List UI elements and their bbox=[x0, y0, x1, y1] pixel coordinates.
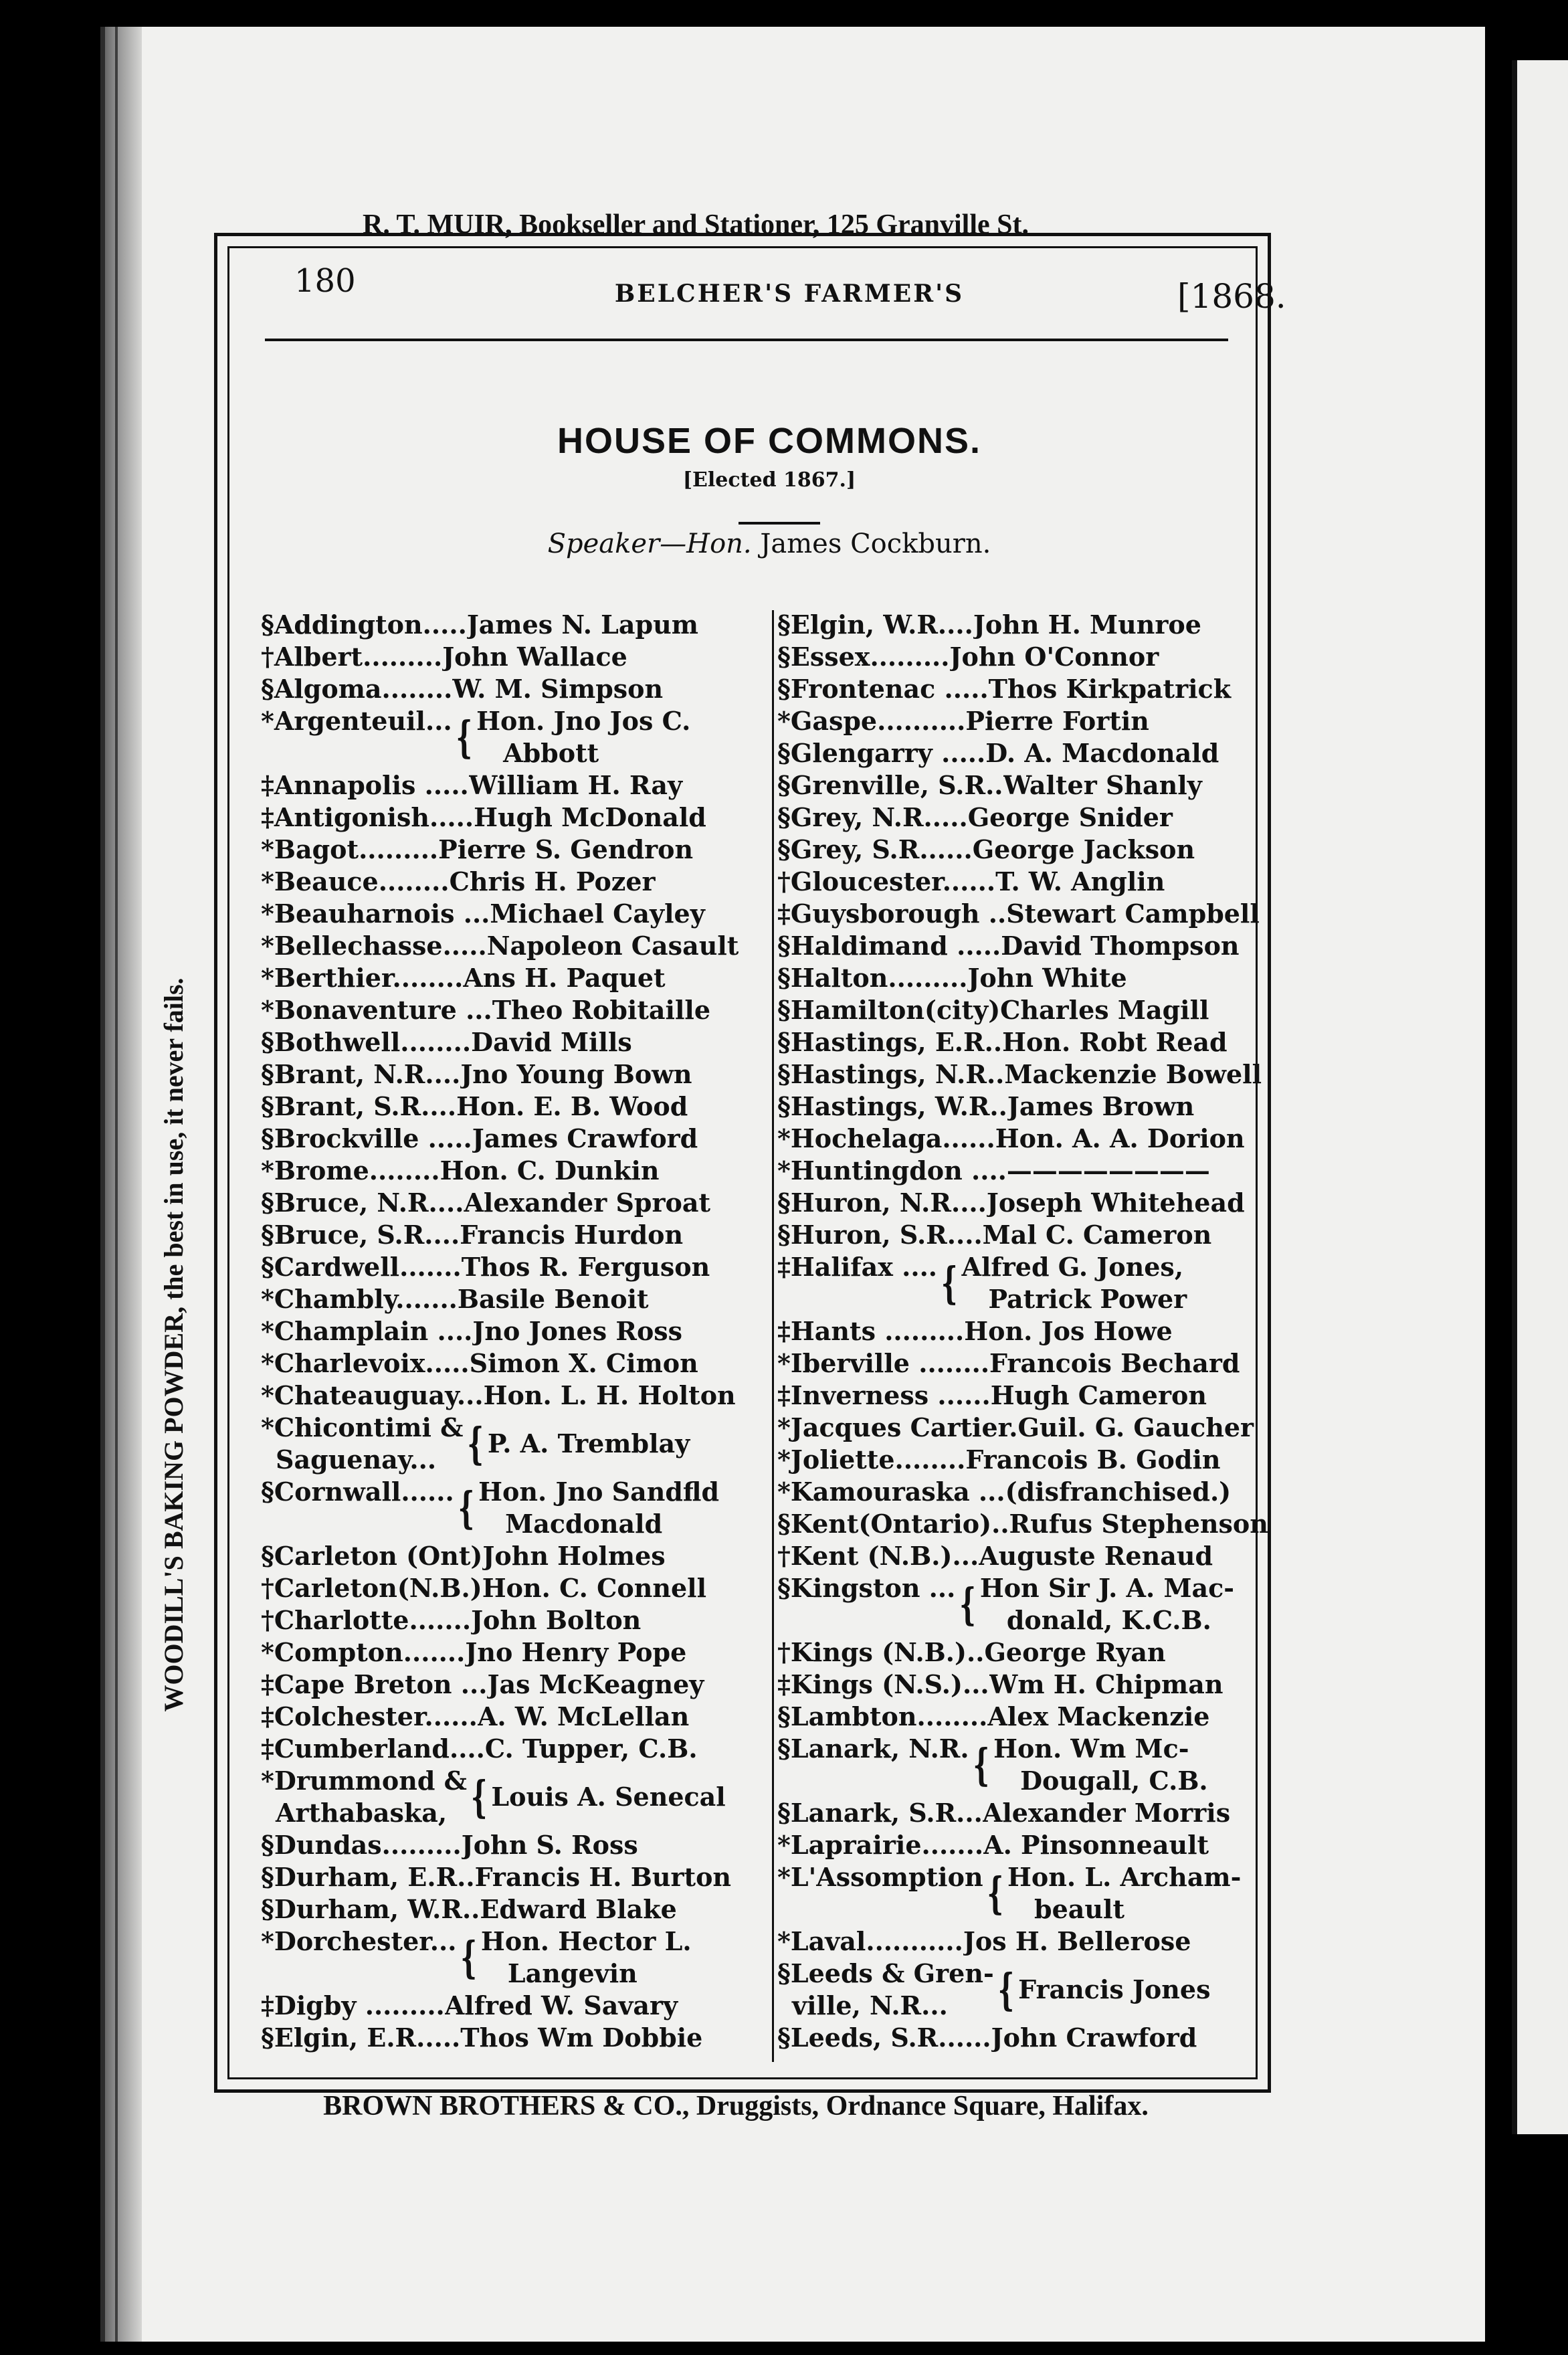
riding-name: *Drummond & Arthabaska, bbox=[261, 1766, 467, 1828]
member-name: ———————— bbox=[1006, 1155, 1210, 1186]
member-row bbox=[261, 1380, 769, 1412]
member-row bbox=[261, 1669, 769, 1701]
right-member-column bbox=[777, 609, 1286, 2054]
riding-name: *Chambly....... bbox=[261, 1284, 458, 1314]
member-name: Simon X. Cimon bbox=[469, 1348, 698, 1378]
member-name: D. A. Macdonald bbox=[985, 738, 1219, 768]
member-name: Hon. Wm Mc- Dougall, C.B. bbox=[993, 1733, 1208, 1796]
member-row bbox=[261, 705, 769, 769]
member-row bbox=[777, 609, 1286, 641]
member-row bbox=[777, 930, 1286, 962]
riding-name: ‡Colchester...... bbox=[261, 1701, 478, 1731]
elected-note: [Elected 1867.] bbox=[682, 468, 856, 492]
running-title: BELCHER'S FARMER'S bbox=[614, 280, 965, 308]
member-name: Francois B. Godin bbox=[965, 1444, 1221, 1475]
brace-mark: { bbox=[467, 1417, 484, 1469]
riding-name: †Gloucester...... bbox=[777, 866, 996, 897]
member-row bbox=[777, 1733, 1286, 1797]
member-name: Walter Shanly bbox=[1003, 770, 1202, 800]
riding-name: §Addington..... bbox=[261, 609, 467, 640]
member-name: Michael Cayley bbox=[490, 899, 705, 929]
brace-mark: { bbox=[997, 1963, 1015, 2015]
riding-name: †Kent (N.B.)... bbox=[777, 1541, 979, 1571]
member-name: A. W. McLellan bbox=[477, 1701, 690, 1731]
member-row bbox=[777, 1347, 1286, 1380]
member-row bbox=[261, 1861, 769, 1893]
member-row bbox=[777, 1797, 1286, 1829]
member-name: Hon. E. B. Wood bbox=[456, 1091, 688, 1121]
member-name: Stewart Campbell bbox=[1006, 899, 1260, 929]
member-name: Joseph Whitehead bbox=[986, 1188, 1245, 1218]
member-row bbox=[777, 1219, 1286, 1251]
member-name: Thos Wm Dobbie bbox=[460, 2022, 703, 2053]
member-name: David Mills bbox=[471, 1027, 632, 1057]
riding-name: §Grey, S.R...... bbox=[777, 834, 973, 864]
riding-name: *Bagot......... bbox=[261, 834, 439, 864]
title-rule bbox=[739, 522, 820, 525]
member-name: George Ryan bbox=[984, 1637, 1166, 1667]
member-row bbox=[777, 1508, 1286, 1540]
riding-name: *Huntingdon .... bbox=[777, 1155, 1007, 1186]
member-row bbox=[777, 1861, 1286, 1925]
brace-mark: { bbox=[941, 1256, 958, 1309]
member-row bbox=[777, 1412, 1286, 1444]
member-row bbox=[261, 673, 769, 705]
member-name: George Jackson bbox=[972, 834, 1195, 864]
riding-name: †Kings (N.B.).. bbox=[777, 1637, 985, 1667]
member-row bbox=[777, 1829, 1286, 1861]
riding-name: §Kingston ... bbox=[777, 1573, 956, 1603]
riding-name: ‡Cumberland.... bbox=[261, 1733, 485, 1764]
riding-name: *Hochelaga...... bbox=[777, 1123, 995, 1153]
member-row bbox=[261, 1636, 769, 1669]
member-name: A. Pinsonneault bbox=[983, 1830, 1209, 1860]
member-name: Charles Magill bbox=[1000, 995, 1209, 1025]
riding-name: §Durham, W.R.. bbox=[261, 1894, 480, 1924]
riding-name: ‡Inverness ...... bbox=[777, 1380, 991, 1410]
riding-name: ‡Halifax .... bbox=[777, 1252, 938, 1282]
member-row bbox=[777, 1958, 1286, 2022]
member-row bbox=[261, 1925, 769, 1990]
riding-name: §Bothwell........ bbox=[261, 1027, 472, 1057]
member-row bbox=[777, 962, 1286, 994]
top-advertisement: R. T. MUIR, Bookseller and Stationer, 125 Granville St. bbox=[362, 209, 1029, 240]
member-name: John Holmes bbox=[482, 1541, 666, 1571]
riding-name: *Compton....... bbox=[261, 1637, 466, 1667]
member-name: John Bolton bbox=[471, 1605, 642, 1635]
member-row bbox=[261, 1604, 769, 1636]
riding-name: ‡Digby ......... bbox=[261, 1990, 445, 2020]
member-row bbox=[777, 1572, 1286, 1636]
riding-name: §Hastings, W.R.. bbox=[777, 1091, 1007, 1121]
riding-name: *Chicontimi & Saguenay... bbox=[261, 1412, 464, 1475]
member-name: Hon. C. Dunkin bbox=[439, 1155, 660, 1186]
member-row bbox=[777, 1701, 1286, 1733]
member-row bbox=[261, 1251, 769, 1283]
column-divider bbox=[772, 610, 774, 2062]
riding-name: §Grenville, S.R.. bbox=[777, 770, 1003, 800]
riding-name: *Chateauguay... bbox=[261, 1380, 484, 1410]
member-name: John S. Ross bbox=[461, 1830, 638, 1860]
member-name: (disfranchised.) bbox=[1005, 1477, 1232, 1507]
member-row bbox=[777, 866, 1286, 898]
riding-name: §Cardwell....... bbox=[261, 1252, 462, 1282]
riding-name: §Huron, N.R.... bbox=[777, 1188, 987, 1218]
speaker-line bbox=[468, 529, 1070, 559]
member-name: Chris H. Pozer bbox=[449, 866, 656, 897]
riding-name: ‡Hants ......... bbox=[777, 1316, 965, 1346]
riding-name: §Brant, S.R.... bbox=[261, 1091, 457, 1121]
member-name: John Crawford bbox=[991, 2022, 1197, 2053]
riding-name: §Cornwall...... bbox=[261, 1477, 454, 1507]
riding-name: §Brant, N.R.... bbox=[261, 1059, 461, 1089]
member-row bbox=[777, 1251, 1286, 1315]
member-row bbox=[261, 866, 769, 898]
member-row bbox=[261, 1990, 769, 2022]
brace-mark: { bbox=[460, 1931, 477, 1983]
member-name: Hon. Jno Jos C. Abbott bbox=[476, 706, 691, 768]
member-name: Jno Young Bown bbox=[460, 1059, 692, 1089]
riding-name: *Champlain .... bbox=[261, 1316, 473, 1346]
member-row bbox=[777, 737, 1286, 769]
member-row bbox=[261, 641, 769, 673]
member-row bbox=[261, 1347, 769, 1380]
member-name: Thos Kirkpatrick bbox=[988, 674, 1232, 704]
riding-name: §Lanark, N.R. bbox=[777, 1733, 969, 1764]
member-row bbox=[261, 1058, 769, 1091]
member-row bbox=[261, 769, 769, 802]
riding-name: §Frontenac ..... bbox=[777, 674, 989, 704]
member-row bbox=[777, 1187, 1286, 1219]
member-name: Francis Jones bbox=[1018, 1974, 1211, 2004]
riding-name: §Bruce, N.R.... bbox=[261, 1188, 464, 1218]
member-name: Jno Henry Pope bbox=[465, 1637, 687, 1667]
bottom-advertisement: BROWN BROTHERS & CO., Druggists, Ordnance Square, Halifax. bbox=[323, 2091, 1149, 2122]
riding-name: §Halton......... bbox=[777, 963, 968, 993]
member-row bbox=[261, 930, 769, 962]
riding-name: §Hamilton(city) bbox=[777, 995, 1001, 1025]
member-row bbox=[261, 1733, 769, 1765]
member-name: James Crawford bbox=[472, 1123, 698, 1153]
member-row bbox=[777, 641, 1286, 673]
left-member-column bbox=[261, 609, 769, 2054]
member-name: Alfred G. Jones, Patrick Power bbox=[961, 1252, 1187, 1314]
member-name: David Thompson bbox=[1001, 931, 1240, 961]
member-name: Hon. A. A. Dorion bbox=[995, 1123, 1245, 1153]
member-name: C. Tupper, C.B. bbox=[484, 1733, 698, 1764]
member-name: Mal C. Cameron bbox=[982, 1220, 1212, 1250]
riding-name: *Berthier........ bbox=[261, 963, 464, 993]
riding-name: §Lambton........ bbox=[777, 1701, 988, 1731]
member-name: P. A. Tremblay bbox=[487, 1428, 690, 1458]
member-row bbox=[777, 705, 1286, 737]
member-name: Francois Bechard bbox=[989, 1348, 1240, 1378]
riding-name: §Essex......... bbox=[777, 642, 950, 672]
member-name: Louis A. Senecal bbox=[491, 1782, 726, 1812]
riding-name: §Hastings, E.R.. bbox=[777, 1027, 1003, 1057]
member-row bbox=[261, 1187, 769, 1219]
member-name: Alfred W. Savary bbox=[444, 1990, 678, 2020]
member-name: John O'Connor bbox=[949, 642, 1159, 672]
member-name: Edward Blake bbox=[480, 1894, 677, 1924]
member-name: Jas McKeagney bbox=[487, 1669, 704, 1699]
member-row bbox=[261, 1701, 769, 1733]
riding-name: *Bellechasse..... bbox=[261, 931, 487, 961]
page-number: 180 bbox=[294, 262, 356, 300]
member-name: Jno Jones Ross bbox=[472, 1316, 683, 1346]
member-row bbox=[777, 1058, 1286, 1091]
riding-name: *Jacques Cartier. bbox=[777, 1412, 1018, 1442]
member-name: Hon. L. Archam- beault bbox=[1007, 1862, 1242, 1924]
page-edge bbox=[115, 27, 118, 2342]
member-row bbox=[261, 609, 769, 641]
member-name: Alex Mackenzie bbox=[987, 1701, 1210, 1731]
header-rule bbox=[265, 339, 1228, 341]
member-row bbox=[261, 1219, 769, 1251]
member-name: Hon. Hector L. Langevin bbox=[480, 1926, 692, 1988]
riding-name: *Bonaventure ... bbox=[261, 995, 492, 1025]
member-row bbox=[261, 802, 769, 834]
member-row bbox=[777, 802, 1286, 834]
page-stack-shadow bbox=[100, 27, 142, 2342]
riding-name: *Beauharnois ... bbox=[261, 899, 490, 929]
member-row bbox=[261, 1540, 769, 1572]
riding-name: §Glengarry ..... bbox=[777, 738, 986, 768]
brace-mark: { bbox=[456, 711, 473, 763]
riding-name: §Elgin, W.R.... bbox=[777, 609, 973, 640]
riding-name: *L'Assomption bbox=[777, 1862, 983, 1892]
member-name: Pierre Fortin bbox=[965, 706, 1149, 736]
member-row bbox=[777, 898, 1286, 930]
member-row bbox=[261, 962, 769, 994]
member-name: James Brown bbox=[1007, 1091, 1195, 1121]
brace-mark: { bbox=[458, 1481, 475, 1533]
member-name: Hon. Jos Howe bbox=[964, 1316, 1173, 1346]
member-row bbox=[777, 1315, 1286, 1347]
riding-name: §Haldimand ..... bbox=[777, 931, 1001, 961]
member-row bbox=[777, 834, 1286, 866]
member-name: John H. Munroe bbox=[973, 609, 1201, 640]
riding-name: §Lanark, S.R... bbox=[777, 1798, 983, 1828]
member-row bbox=[261, 1572, 769, 1604]
riding-name: †Carleton(N.B.) bbox=[261, 1573, 482, 1603]
member-row bbox=[261, 1315, 769, 1347]
member-name: W. M. Simpson bbox=[452, 674, 664, 704]
member-row bbox=[261, 1026, 769, 1058]
year-label: [1868. bbox=[1177, 277, 1286, 316]
riding-name: ‡Kings (N.S.)... bbox=[777, 1669, 989, 1699]
member-row bbox=[777, 1925, 1286, 1958]
member-name: Auguste Renaud bbox=[979, 1541, 1213, 1571]
riding-name: †Albert......... bbox=[261, 642, 443, 672]
member-name: Francis H. Burton bbox=[474, 1862, 732, 1892]
member-name: T. W. Anglin bbox=[995, 866, 1165, 897]
riding-name: *Brome........ bbox=[261, 1155, 440, 1186]
riding-name: §Durham, E.R.. bbox=[261, 1862, 475, 1892]
riding-name: *Laprairie....... bbox=[777, 1830, 984, 1860]
member-row bbox=[261, 2022, 769, 2054]
member-name: Hugh Cameron bbox=[990, 1380, 1207, 1410]
riding-name: §Grey, N.R..... bbox=[777, 802, 968, 832]
member-row bbox=[777, 1091, 1286, 1123]
member-row bbox=[777, 1636, 1286, 1669]
brace-mark: { bbox=[470, 1770, 488, 1822]
member-name: Wm H. Chipman bbox=[989, 1669, 1223, 1699]
riding-name: §Algoma........ bbox=[261, 674, 453, 704]
riding-name: §Leeds, S.R...... bbox=[777, 2022, 991, 2053]
member-row bbox=[777, 2022, 1286, 2054]
member-name: Jos H. Bellerose bbox=[963, 1926, 1191, 1956]
member-name: Ans H. Paquet bbox=[463, 963, 666, 993]
member-row bbox=[777, 673, 1286, 705]
speaker-name: James Cockburn. bbox=[760, 529, 991, 559]
member-row bbox=[261, 898, 769, 930]
section-title: HOUSE OF COMMONS. bbox=[557, 421, 981, 461]
riding-name: §Huron, S.R.... bbox=[777, 1220, 983, 1250]
member-name: Theo Robitaille bbox=[492, 995, 711, 1025]
riding-name: §Dundas......... bbox=[261, 1830, 462, 1860]
member-row bbox=[261, 1476, 769, 1540]
member-row bbox=[261, 1123, 769, 1155]
riding-name: §Hastings, N.R.. bbox=[777, 1059, 1005, 1089]
member-row bbox=[261, 1829, 769, 1861]
riding-name: §Bruce, S.R.... bbox=[261, 1220, 460, 1250]
riding-name: ‡Cape Breton ... bbox=[261, 1669, 488, 1699]
member-name: Hon. Robt Read bbox=[1002, 1027, 1228, 1057]
member-name: John White bbox=[967, 963, 1127, 993]
riding-name: *Charlevoix..... bbox=[261, 1348, 470, 1378]
riding-name: ‡Antigonish..... bbox=[261, 802, 474, 832]
member-row bbox=[261, 1091, 769, 1123]
member-row bbox=[261, 834, 769, 866]
member-row bbox=[777, 1380, 1286, 1412]
member-name: Rufus Stephenson bbox=[1009, 1509, 1268, 1539]
member-name: Mackenzie Bowell bbox=[1004, 1059, 1262, 1089]
speaker-prefix: Speaker—Hon. bbox=[547, 529, 752, 559]
riding-name: ‡Annapolis ..... bbox=[261, 770, 469, 800]
member-name: Napoleon Casault bbox=[486, 931, 739, 961]
riding-name: †Charlotte....... bbox=[261, 1605, 472, 1635]
facing-page-edge bbox=[1512, 60, 1568, 2134]
member-name: Alexander Sproat bbox=[464, 1188, 711, 1218]
brace-mark: { bbox=[973, 1738, 990, 1790]
side-advertisement: WOODILL'S BAKING POWDER, the best in use, it never fails. bbox=[159, 977, 189, 1712]
member-name: Thos R. Ferguson bbox=[461, 1252, 710, 1282]
brace-mark: { bbox=[987, 1867, 1004, 1919]
member-name: Hon. L. H. Holton bbox=[483, 1380, 736, 1410]
member-row bbox=[777, 1026, 1286, 1058]
member-name: Hon Sir J. A. Mac- donald, K.C.B. bbox=[979, 1573, 1235, 1635]
riding-name: §Carleton (Ont) bbox=[261, 1541, 483, 1571]
riding-name: §Elgin, E.R..... bbox=[261, 2022, 461, 2053]
brace-mark: { bbox=[959, 1578, 976, 1630]
member-row bbox=[777, 1476, 1286, 1508]
member-name: Pierre S. Gendron bbox=[438, 834, 694, 864]
member-row bbox=[777, 1540, 1286, 1572]
member-row bbox=[777, 1444, 1286, 1476]
riding-name: *Joliette........ bbox=[777, 1444, 966, 1475]
riding-name: *Kamouraska ... bbox=[777, 1477, 1005, 1507]
riding-name: §Leeds & Gren- ville, N.R... bbox=[777, 1958, 994, 2020]
member-row bbox=[261, 1765, 769, 1829]
riding-name: *Laval........... bbox=[777, 1926, 963, 1956]
member-row bbox=[261, 1412, 769, 1476]
member-row bbox=[777, 994, 1286, 1026]
member-name: Hon. Jno Sandfld Macdonald bbox=[478, 1477, 720, 1539]
member-name: Francis Hurdon bbox=[460, 1220, 684, 1250]
riding-name: *Dorchester... bbox=[261, 1926, 457, 1956]
member-name: Guil. G. Gaucher bbox=[1017, 1412, 1254, 1442]
member-name: Basile Benoit bbox=[457, 1284, 649, 1314]
member-row bbox=[777, 769, 1286, 802]
riding-name: *Iberville ........ bbox=[777, 1348, 990, 1378]
member-name: James N. Lapum bbox=[466, 609, 698, 640]
member-row bbox=[261, 994, 769, 1026]
member-row bbox=[261, 1155, 769, 1187]
member-name: Hon. C. Connell bbox=[482, 1573, 707, 1603]
riding-name: §Kent(Ontario).. bbox=[777, 1509, 1009, 1539]
member-row bbox=[777, 1155, 1286, 1187]
member-name: John Wallace bbox=[442, 642, 627, 672]
riding-name: *Argenteuil... bbox=[261, 706, 452, 736]
riding-name: *Beauce........ bbox=[261, 866, 450, 897]
member-row bbox=[777, 1123, 1286, 1155]
page-edge bbox=[100, 27, 105, 2342]
riding-name: ‡Guysborough .. bbox=[777, 899, 1007, 929]
member-row bbox=[777, 1669, 1286, 1701]
riding-name: §Brockville ..... bbox=[261, 1123, 472, 1153]
riding-name: *Gaspe.......... bbox=[777, 706, 966, 736]
member-name: George Snider bbox=[967, 802, 1173, 832]
member-name: Hugh McDonald bbox=[474, 802, 706, 832]
member-row bbox=[261, 1893, 769, 1925]
member-name: William H. Ray bbox=[468, 770, 683, 800]
member-row bbox=[261, 1283, 769, 1315]
member-name: Alexander Morris bbox=[982, 1798, 1231, 1828]
